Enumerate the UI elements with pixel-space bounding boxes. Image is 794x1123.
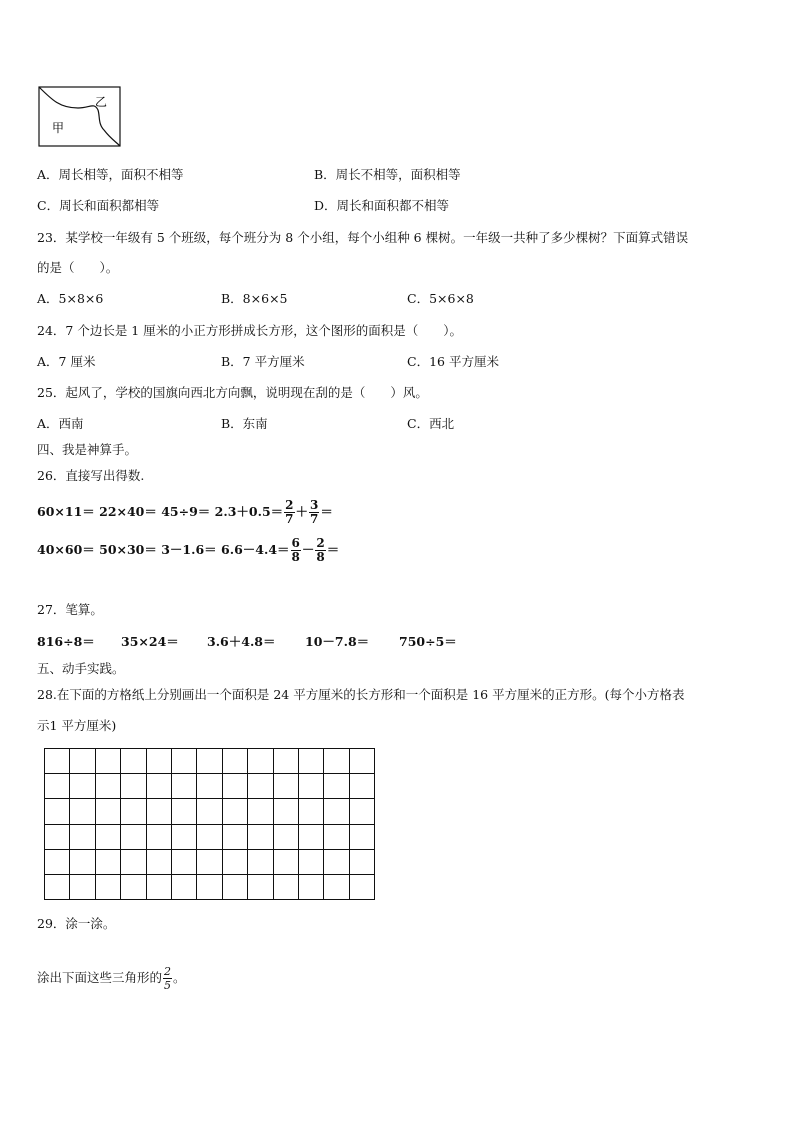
grid-row <box>45 774 375 799</box>
grid-cell[interactable] <box>171 824 196 849</box>
q27-item-4: 10－7.8＝ <box>305 634 370 649</box>
grid-cell[interactable] <box>121 774 146 799</box>
grid-row <box>45 824 375 849</box>
q27-title: 27．笔算。 <box>37 602 103 617</box>
grid-cell[interactable] <box>95 799 120 824</box>
grid-cell[interactable] <box>45 749 70 774</box>
grid-cell[interactable] <box>248 849 273 874</box>
grid-cell[interactable] <box>197 824 222 849</box>
grid-cell[interactable] <box>70 849 95 874</box>
grid-cell[interactable] <box>45 874 70 899</box>
q26-row2-fraction-1: $\frac{6}{8}$ <box>291 536 300 564</box>
grid-cell[interactable] <box>45 824 70 849</box>
square-grid-paper[interactable] <box>44 748 375 900</box>
grid-cell[interactable] <box>146 799 171 824</box>
grid-cell[interactable] <box>171 849 196 874</box>
grid-cell[interactable] <box>171 874 196 899</box>
grid-cell[interactable] <box>248 799 273 824</box>
grid-cell[interactable] <box>197 799 222 824</box>
grid-cell[interactable] <box>248 824 273 849</box>
grid-cell[interactable] <box>273 849 298 874</box>
grid-cell[interactable] <box>121 874 146 899</box>
q24-option-c: C．16 平方厘米 <box>407 354 499 369</box>
grid-cell[interactable] <box>273 774 298 799</box>
grid-cell[interactable] <box>171 799 196 824</box>
figure-outline <box>39 87 120 146</box>
grid-cell[interactable] <box>70 774 95 799</box>
grid-cell[interactable] <box>95 849 120 874</box>
grid-cell[interactable] <box>324 874 349 899</box>
grid-cell[interactable] <box>45 849 70 874</box>
q27-item-5: 750÷5＝ <box>399 634 457 649</box>
grid-cell[interactable] <box>146 824 171 849</box>
q23-stem-line1: 23．某学校一年级有 5 个班级，每个班分为 8 个小组，每个小组种 6 棵树。一年级一共种了多少棵树？下面算式错误 <box>37 230 689 245</box>
grid-cell[interactable] <box>298 799 323 824</box>
grid-row <box>45 874 375 899</box>
grid-cell[interactable] <box>248 749 273 774</box>
grid-cell[interactable] <box>298 774 323 799</box>
grid-cell[interactable] <box>248 874 273 899</box>
grid-cell[interactable] <box>197 774 222 799</box>
q23-option-c: C．5×6×8 <box>407 291 474 306</box>
grid-row <box>45 849 375 874</box>
figure-dividing-curve <box>39 87 120 146</box>
q26-row2-fraction-2: $\frac{2}{8}$ <box>316 536 325 564</box>
grid-cell[interactable] <box>146 874 171 899</box>
q28-stem-line1: 28.在下面的方格纸上分别画出一个面积是 24 平方厘米的长方形和一个面积是 16 平方厘米的正方形。(每个小方格表 <box>37 687 685 702</box>
grid-cell[interactable] <box>222 799 247 824</box>
q26-row1-expressions: 60×11＝ 22×40＝ 45÷9＝ 2.3＋0.5＝ <box>37 504 284 519</box>
grid-cell[interactable] <box>349 849 374 874</box>
grid-cell[interactable] <box>324 824 349 849</box>
q24-option-b: B．7 平方厘米 <box>221 354 305 369</box>
q22-option-b: B．周长不相等，面积相等 <box>314 167 461 182</box>
grid-cell[interactable] <box>222 774 247 799</box>
figure-label-jia: 甲 <box>52 121 65 135</box>
grid-cell[interactable] <box>324 799 349 824</box>
grid-row <box>45 799 375 824</box>
q26-row1-fraction-1: $\frac{2}{7}$ <box>285 498 294 526</box>
q26-row1-fraction-2: $\frac{3}{7}$ <box>310 498 319 526</box>
q27-item-2: 35×24＝ <box>121 634 179 649</box>
grid-cell[interactable] <box>95 824 120 849</box>
q23-option-b: B．8×6×5 <box>221 291 288 306</box>
grid-cell[interactable] <box>324 849 349 874</box>
grid-cell[interactable] <box>95 749 120 774</box>
grid-cell[interactable] <box>45 774 70 799</box>
grid-cell[interactable] <box>349 774 374 799</box>
grid-cell[interactable] <box>197 874 222 899</box>
grid-cell[interactable] <box>273 799 298 824</box>
grid-cell[interactable] <box>222 849 247 874</box>
grid-cell[interactable] <box>146 849 171 874</box>
grid-row <box>45 749 375 774</box>
grid-cell[interactable] <box>222 749 247 774</box>
grid-cell[interactable] <box>273 749 298 774</box>
q22-option-a: A．周长相等，面积不相等 <box>37 167 184 182</box>
grid-cell[interactable] <box>70 799 95 824</box>
q25-option-a: A．西南 <box>37 416 84 431</box>
grid-cell[interactable] <box>197 749 222 774</box>
grid-cell[interactable] <box>298 874 323 899</box>
section-4-heading: 四、我是神算手。 <box>37 442 138 457</box>
q26-row-1: 60×11＝ 22×40＝ 45÷9＝ 2.3＋0.5＝ $\frac{2}{7}$ ＋ $\frac{3}{7}$ ＝ <box>37 498 333 526</box>
grid-cell[interactable] <box>121 799 146 824</box>
grid-cell[interactable] <box>146 749 171 774</box>
q22-option-d: D．周长和面积都不相等 <box>314 198 450 213</box>
grid-cell[interactable] <box>298 824 323 849</box>
grid-cell[interactable] <box>171 774 196 799</box>
grid-cell[interactable] <box>273 874 298 899</box>
q29-fraction: $\frac{2}{5}$ <box>164 965 172 992</box>
q28-stem-line2: 示1 平方厘米) <box>37 718 117 733</box>
grid-cell[interactable] <box>197 849 222 874</box>
grid-cell[interactable] <box>248 774 273 799</box>
grid-cell[interactable] <box>222 824 247 849</box>
q22-option-c: C．周长和面积都相等 <box>37 198 160 213</box>
grid-cell[interactable] <box>171 749 196 774</box>
q23-option-a: A．5×8×6 <box>37 291 104 306</box>
grid-cell[interactable] <box>324 774 349 799</box>
q25-stem: 25．起风了，学校的国旗向西北方向飘，说明现在刮的是（ ）风。 <box>37 385 428 400</box>
figure-label-yi: 乙 <box>95 95 108 109</box>
grid-cell[interactable] <box>70 749 95 774</box>
grid-cell[interactable] <box>349 799 374 824</box>
q24-stem: 24．7 个边长是 1 厘米的小正方形拼成长方形，这个图形的面积是（ ）。 <box>37 323 462 338</box>
q26-title: 26．直接写出得数. <box>37 468 145 483</box>
grid-cell[interactable] <box>324 749 349 774</box>
q27-item-3: 3.6＋4.8＝ <box>207 634 276 649</box>
grid-cell[interactable] <box>45 799 70 824</box>
grid-cell[interactable] <box>298 849 323 874</box>
q29-instruction: 涂出下面这些三角形的 $\frac{2}{5}$ 。 <box>37 965 186 992</box>
grid-cell[interactable] <box>222 874 247 899</box>
grid-cell[interactable] <box>349 824 374 849</box>
grid-cell[interactable] <box>121 824 146 849</box>
grid-cell[interactable] <box>349 874 374 899</box>
q23-stem-line2: 的是（ ）。 <box>37 260 119 275</box>
grid-cell[interactable] <box>273 824 298 849</box>
q25-option-b: B．东南 <box>221 416 268 431</box>
grid-cell[interactable] <box>298 749 323 774</box>
q25-option-c: C．西北 <box>407 416 455 431</box>
grid-cell[interactable] <box>95 874 120 899</box>
grid-cell[interactable] <box>121 849 146 874</box>
q29-title: 29．涂一涂。 <box>37 916 116 931</box>
q26-row-2: 40×60＝ 50×30＝ 3－1.6＝ 6.6－4.4＝ $\frac{6}{8}$ － $\frac{2}{8}$ ＝ <box>37 536 340 564</box>
grid-cell[interactable] <box>146 774 171 799</box>
grid-cell[interactable] <box>70 824 95 849</box>
q24-option-a: A．7 厘米 <box>37 354 96 369</box>
grid-cell[interactable] <box>121 749 146 774</box>
q27-item-1: 816÷8＝ <box>37 634 95 649</box>
grid-cell[interactable] <box>95 774 120 799</box>
section-5-heading: 五、动手实践。 <box>37 661 125 676</box>
q22-figure <box>38 86 122 148</box>
grid-cell[interactable] <box>70 874 95 899</box>
q26-row2-expressions: 40×60＝ 50×30＝ 3－1.6＝ 6.6－4.4＝ <box>37 542 290 557</box>
grid-cell[interactable] <box>349 749 374 774</box>
